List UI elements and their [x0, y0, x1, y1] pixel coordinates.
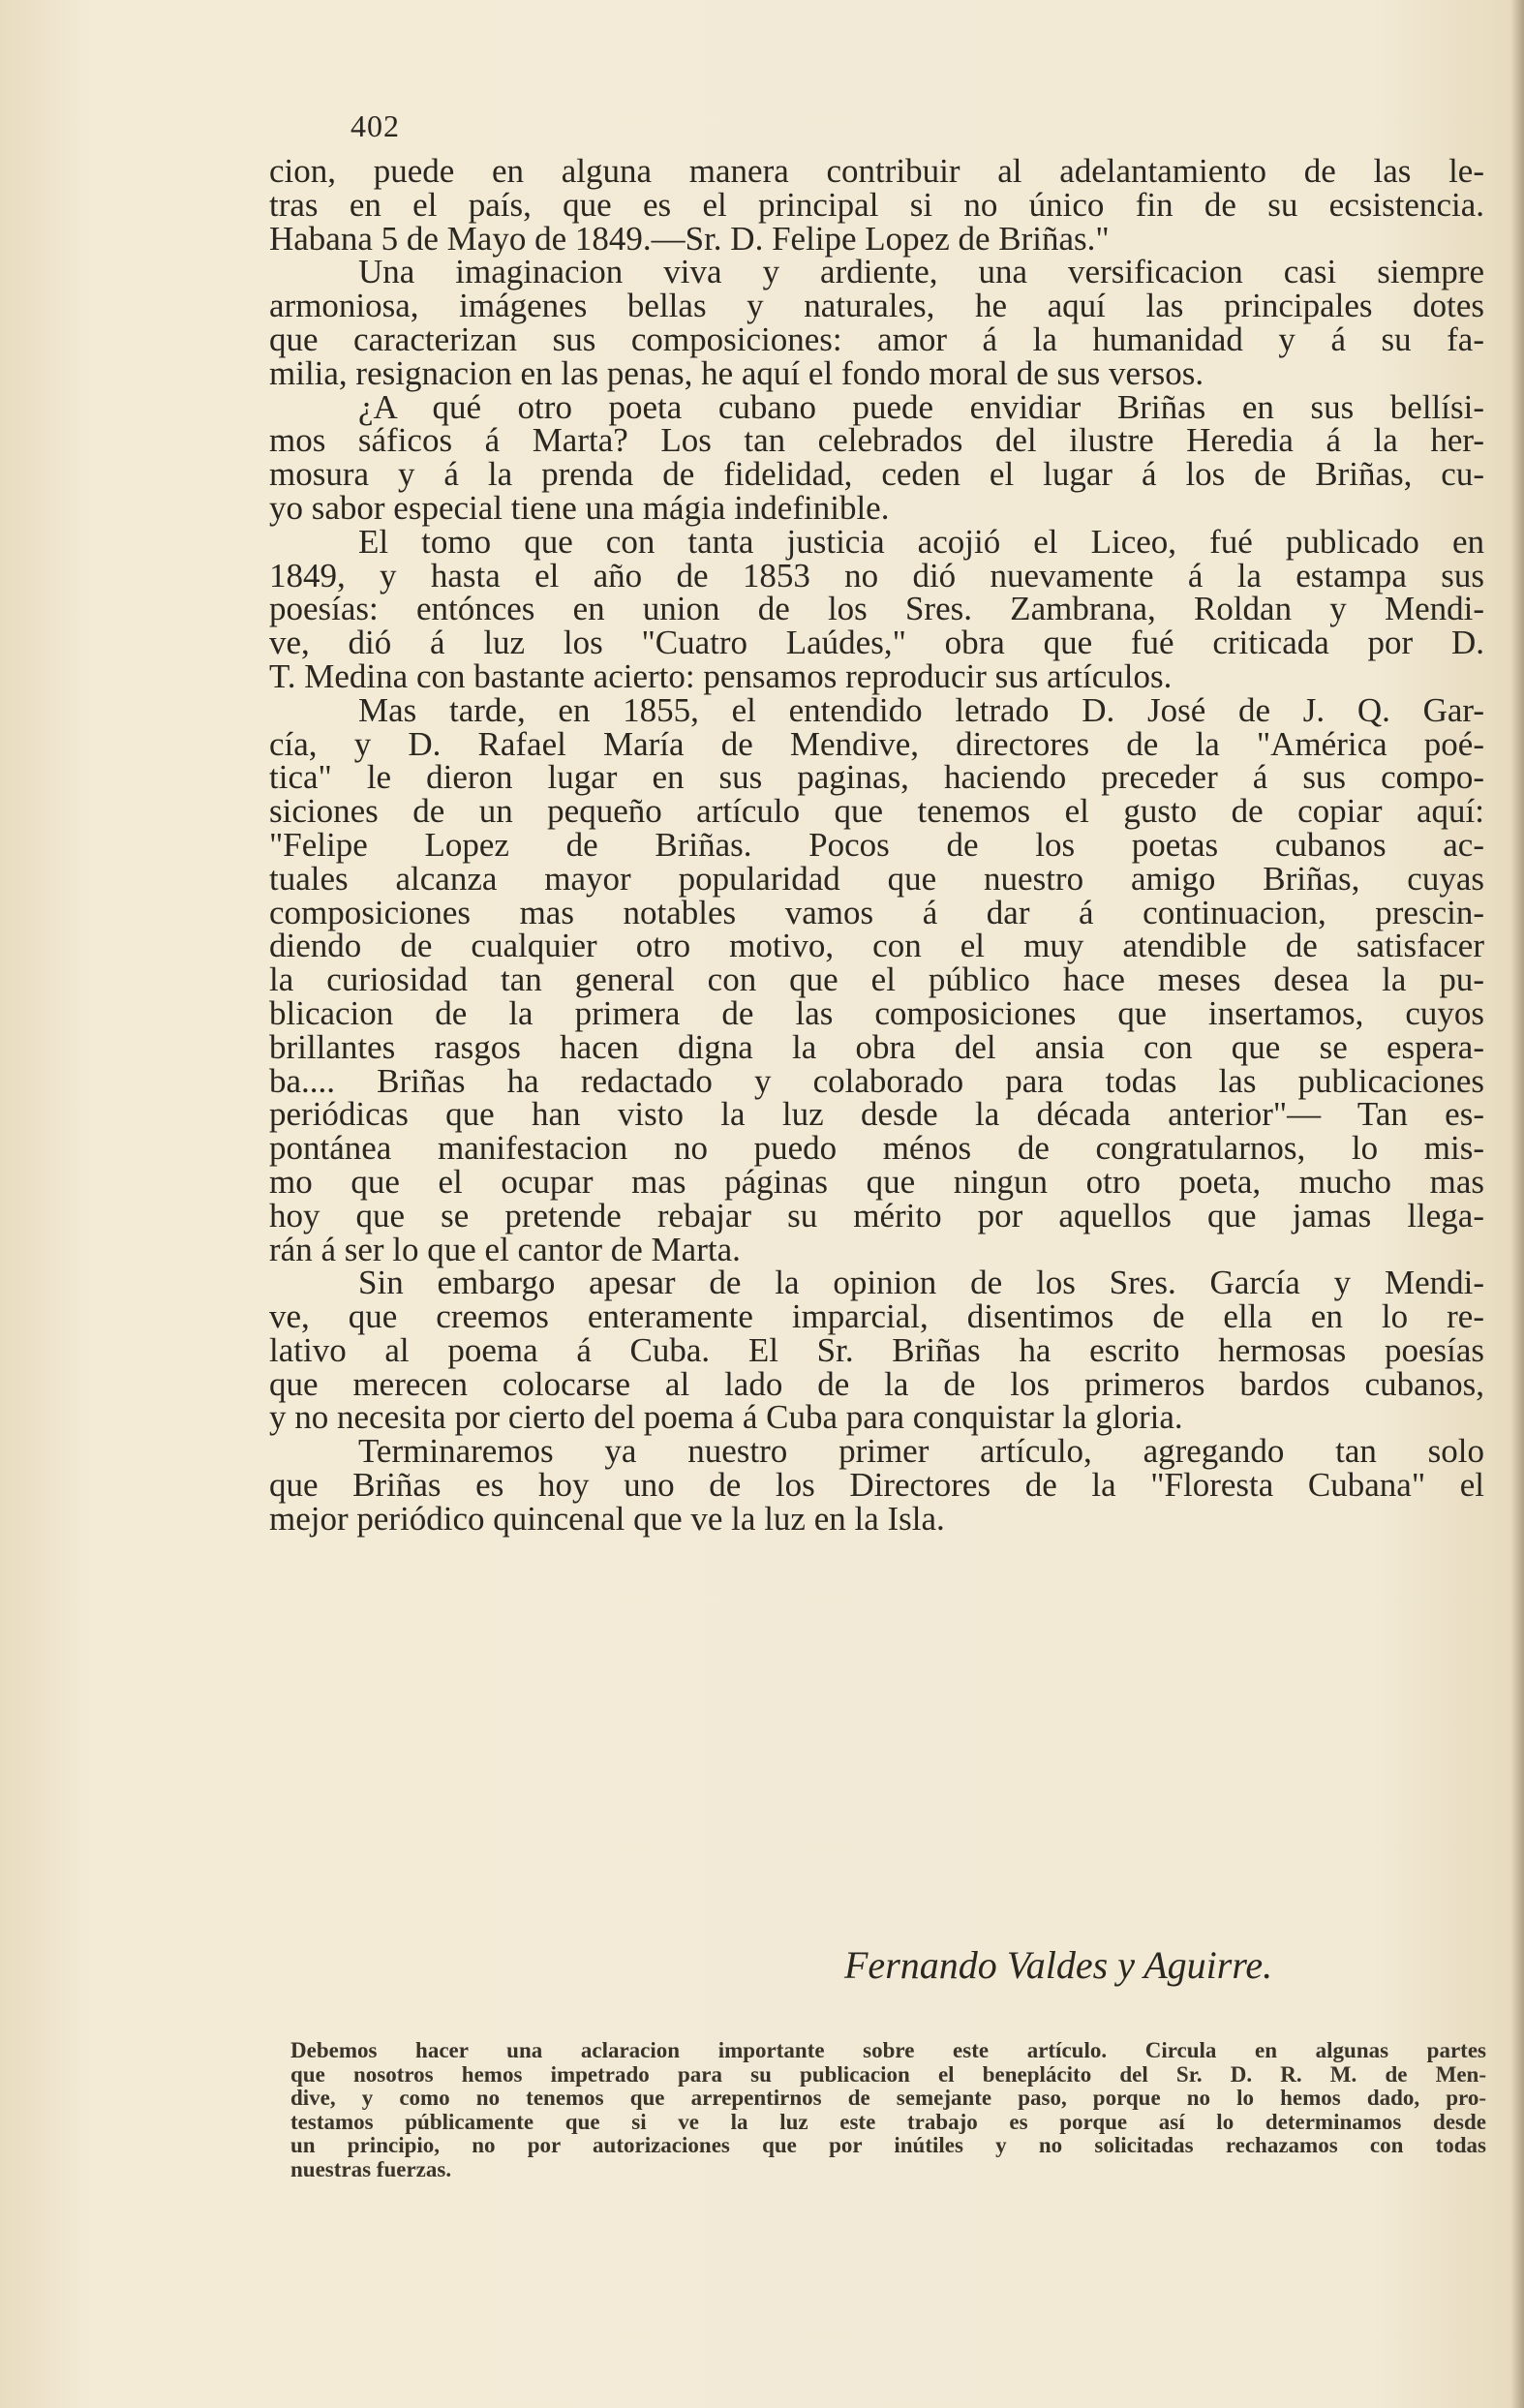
text-line: tras en el país, que es el principal si no único fin de su ecsistencia.	[269, 185, 1484, 224]
text-line: rán á ser lo que el cantor de Marta.	[269, 1230, 741, 1268]
text-line: diendo de cualquier otro motivo, con el muy atendible de satisfacer	[269, 927, 1484, 965]
paragraph	[269, 522, 1484, 695]
text-line: milia, resignacion en las penas, he aquí el fondo moral de sus versos.	[269, 353, 1204, 392]
text-line: que Briñas es hoy uno de los Directores de la "Floresta Cubana" el	[269, 1466, 1484, 1505]
text-line: tica" le dieron lugar en sus paginas, haciendo preceder á sus compo-	[269, 758, 1484, 797]
text-line: y no necesita por cierto del poema á Cuba para conquistar la gloria.	[269, 1398, 1183, 1437]
text-line: lativo al poema á Cuba. El Sr. Briñas ha escrito hermosas poesías	[269, 1330, 1484, 1369]
footnote-line: que nosotros hemos impetrado para su publicacion el beneplácito del Sr. D. R. M. de Men-	[290, 2061, 1486, 2087]
text-line: mosura y á la prenda de fidelidad, ceden el lugar á los de Briñas, cu-	[269, 455, 1484, 494]
text-line: Sin embargo apesar de la opinion de los Sres. García y Mendi-	[358, 1264, 1484, 1302]
footnote-line: nuestras fuerzas.	[290, 2156, 452, 2181]
text-line: armoniosa, imágenes bellas y naturales, he aquí las principales dotes	[269, 287, 1484, 325]
text-line: brillantes rasgos hacen digna la obra del ansia con que se espera-	[269, 1027, 1484, 1066]
text-line: periódicas que han visto la luz desde la década anterior"— Tan es-	[269, 1095, 1484, 1134]
footnote-line: Debemos hacer una aclaracion importante sobre este artículo. Circula en algunas partes	[290, 2038, 1486, 2062]
text-line: El tomo que con tanta justicia acojió el Liceo, fué publicado en	[358, 522, 1484, 561]
footnote	[290, 2039, 1486, 2182]
footnote-line: testamos públicamente que si ve la luz este trabajo es porque así lo determinamos desde	[290, 2109, 1486, 2134]
paragraph	[269, 253, 1484, 392]
text-line: yo sabor especial tiene una mágia indefinible.	[269, 488, 890, 527]
text-line: ve, que creemos enteramente imparcial, disentimos de ella en lo re-	[269, 1297, 1484, 1336]
text-line: ve, dió á luz los "Cuatro Laúdes," obra que fué criticada por D.	[269, 624, 1484, 662]
text-line: siciones de un pequeño artículo que tenemos el gusto de copiar aquí:	[269, 792, 1484, 831]
text-line: mejor periódico quincenal que ve la luz en la Isla.	[269, 1499, 945, 1538]
paragraph	[269, 387, 1484, 527]
text-line: ¿A qué otro poeta cubano puede envidiar Briñas en sus bellísi-	[358, 387, 1484, 426]
paragraph	[269, 1432, 1484, 1538]
paragraph	[269, 1266, 1484, 1435]
text-line: Habana 5 de Mayo de 1849.—Sr. D. Felipe Lopez de Briñas."	[269, 219, 1110, 258]
page-number: 402	[351, 108, 400, 143]
text-line: la curiosidad tan general con que el público hace meses desea la pu-	[269, 960, 1484, 999]
text-line: mos sáficos á Marta? Los tan celebrados del ilustre Heredia á la her-	[269, 421, 1484, 460]
text-line: "Felipe Lopez de Briñas. Pocos de los poetas cubanos ac-	[269, 825, 1484, 864]
author-signature: Fernando Valdes y Aguirre.	[844, 1943, 1273, 1987]
text-line: poesías: entónces en union de los Sres. Zambrana, Roldan y Mendi-	[269, 590, 1484, 628]
text-line: composiciones mas notables vamos á dar á continuacion, prescin-	[269, 893, 1484, 931]
text-line: tuales alcanza mayor popularidad que nuestro amigo Briñas, cuyas	[269, 859, 1484, 898]
paragraph	[269, 152, 1484, 258]
text-line: T. Medina con bastante acierto: pensamos reproducir sus artículos.	[269, 656, 1173, 695]
article-body	[269, 152, 1484, 1538]
text-line: mo que el ocupar mas páginas que ningun otro poeta, mucho mas	[269, 1162, 1484, 1201]
text-line: que caracterizan sus composiciones: amor á la humanidad y á su fa-	[269, 320, 1484, 358]
text-line: 1849, y hasta el año de 1853 no dió nuevamente á la estampa sus	[269, 556, 1484, 594]
page-edge-shadow	[1510, 0, 1524, 2408]
text-line: Terminaremos ya nuestro primer artículo, agregando tan solo	[358, 1432, 1484, 1471]
text-line: hoy que se pretende rebajar su mérito por aquellos que jamas llega-	[269, 1196, 1484, 1234]
text-line: Una imaginacion viva y ardiente, una versificacion casi siempre	[358, 253, 1484, 291]
text-line: blicacion de la primera de las composiciones que insertamos, cuyos	[269, 993, 1484, 1032]
footnote-line: dive, y como no tenemos que arrepentirnos de semejante paso, porque no lo hemos dado, pro-	[290, 2086, 1486, 2111]
text-line: cía, y D. Rafael María de Mendive, directores de la "América poé-	[269, 724, 1484, 763]
text-line: cion, puede en alguna manera contribuir al adelantamiento de las le-	[269, 152, 1484, 190]
text-line: Mas tarde, en 1855, el entendido letrado D. José de J. Q. Gar-	[358, 690, 1484, 729]
text-line: ba.... Briñas ha redactado y colaborado para todas las publicaciones	[269, 1061, 1484, 1100]
text-line: pontánea manifestacion no puedo ménos de congratularnos, lo mis-	[269, 1129, 1484, 1168]
paragraph	[269, 690, 1484, 1268]
footnote-line: un principio, no por autorizaciones que por inútiles y no solicitadas rechazamos con todas	[290, 2133, 1486, 2158]
text-line: que merecen colocarse al lado de la de los primeros bardos cubanos,	[269, 1364, 1484, 1403]
